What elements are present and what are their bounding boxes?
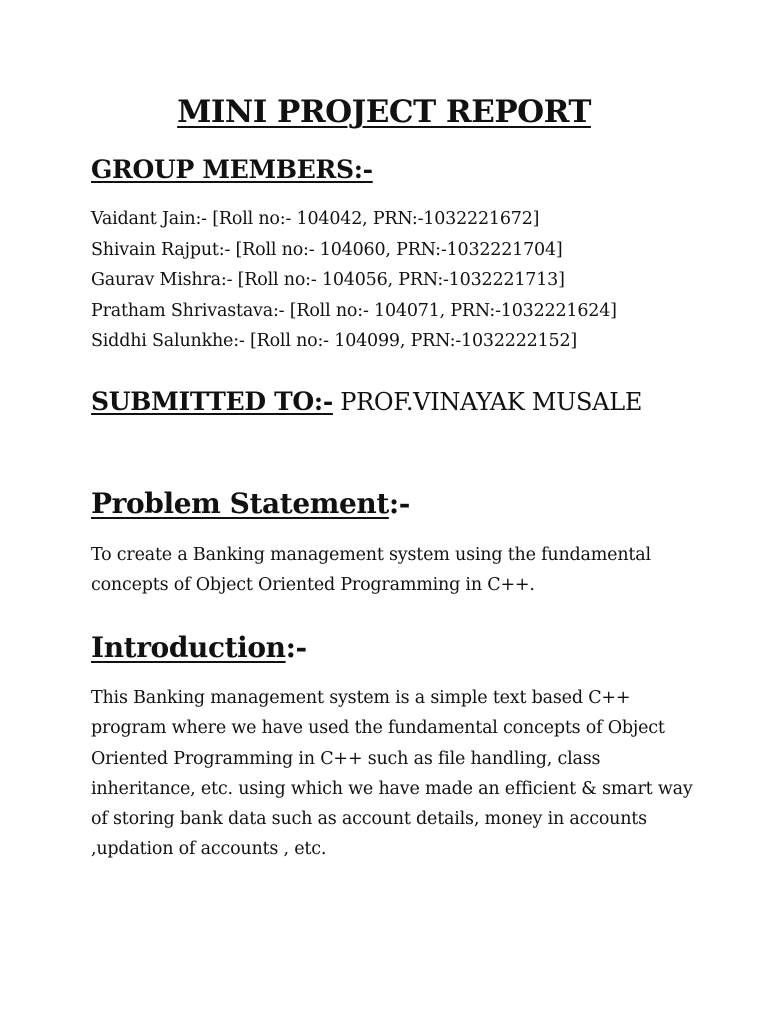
paragraph-line: concepts of Object Oriented Programming in C++. [91, 575, 535, 596]
submitted-to-label: SUBMITTED TO:- [91, 387, 333, 416]
introduction-heading-text: Introduction [91, 631, 286, 664]
paragraph-line: Oriented Programming in C++ such as file handling, class [91, 748, 601, 769]
introduction-heading [91, 631, 307, 664]
paragraph-line: of storing bank data such as account details, money in accounts [91, 809, 647, 830]
member-item: Siddhi Salunkhe:- [Roll no:- 104099, PRN:-1032222152] [91, 331, 578, 351]
report-title-text: MINI PROJECT REPORT [177, 94, 591, 130]
paragraph-line: ,updation of accounts , etc. [91, 839, 327, 860]
introduction-heading-suffix: :- [285, 631, 307, 664]
paragraph-line: To create a Banking management system using the fundamental [91, 545, 651, 565]
problem-statement-heading [91, 487, 410, 520]
member-item: Shivain Rajput:- [Roll no:- 104060, PRN:-1032221704] [91, 239, 563, 260]
paragraph-line: This Banking management system is a simple text based C++ [91, 688, 631, 708]
group-members-list [91, 204, 617, 357]
introduction-text [91, 683, 691, 865]
report-title [0, 94, 768, 130]
group-members-heading-text: GROUP MEMBERS:- [91, 155, 373, 184]
problem-statement-heading-text: Problem Statement [91, 487, 389, 520]
submitted-to [91, 387, 642, 416]
member-item: Pratham Shrivastava:- [Roll no:- 104071, PRN:-1032221624] [91, 300, 617, 321]
problem-statement-text [91, 540, 691, 601]
problem-statement-heading-suffix: :- [388, 487, 411, 520]
member-item: Gaurav Mishra:- [Roll no:- 104056, PRN:-1032221713] [91, 270, 565, 290]
member-item: Vaidant Jain:- [Roll no:- 104042, PRN:-1032221672] [91, 209, 540, 229]
group-members-heading [91, 155, 373, 184]
submitted-to-name: PROF.VINAYAK MUSALE [332, 388, 643, 416]
paragraph-line: program where we have used the fundamental concepts of Object [91, 718, 665, 739]
paragraph-line: inheritance, etc. using which we have made an efficient & smart way [91, 778, 693, 799]
